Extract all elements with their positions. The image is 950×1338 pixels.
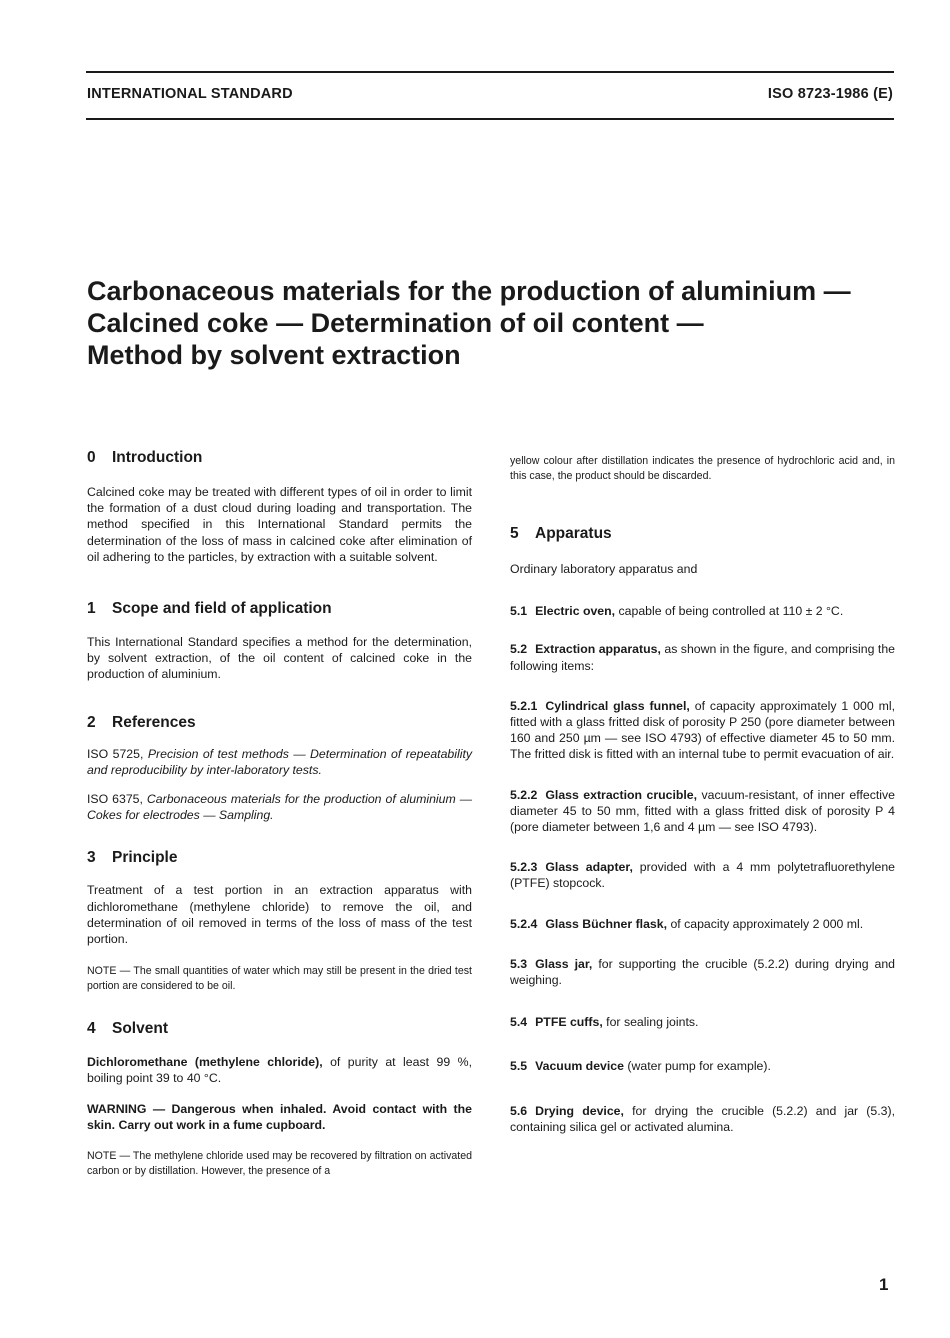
apparatus-item: 5.2.3 Glass adapter, provided with a 4 mm polytetrafluorethylene (PTFE) stopcock. <box>510 860 895 891</box>
title-line-3: Method by solvent extraction <box>87 340 461 370</box>
apparatus-item: 5.4 PTFE cuffs, for sealing joints. <box>510 1015 699 1030</box>
solvent-item: Dichloromethane (methylene chloride), of purity at least 99 %, boiling point 39 to 40 °C. <box>87 1055 472 1086</box>
section-4-heading: 4 Solvent <box>87 1020 168 1038</box>
title-line-1: Carbonaceous materials for the production of aluminium — <box>87 276 851 306</box>
apparatus-item: 5.1 Electric oven, capable of being controlled at 110 ± 2 °C. <box>510 604 844 619</box>
header-standard-type: INTERNATIONAL STANDARD <box>87 86 293 102</box>
section-3-text: Treatment of a test portion in an extraction apparatus with dichloromethane (methylene chloride) to remove the oil, and determination of oil removed in terms of the loss of mass of the test portion. <box>87 883 472 947</box>
apparatus-item: 5.2.4 Glass Büchner flask, of capacity approximately 2 000 ml. <box>510 916 864 931</box>
left-column <box>87 448 472 1178</box>
top-rule <box>86 71 894 73</box>
header-standard-number: ISO 8723-1986 (E) <box>767 86 893 102</box>
page-number: 1 <box>879 1275 889 1294</box>
section-1-heading: 1 Scope and field of application <box>87 600 332 618</box>
reference-1: ISO 5725, Precision of test methods — Determination of repeatability and reproducibility by inter-laboratory tests. <box>87 746 473 777</box>
section-2-heading: 2 References <box>87 713 196 731</box>
section-3-heading: 3 Principle <box>87 849 178 867</box>
title-line-2: Calcined coke — Determination of oil content — <box>87 308 704 338</box>
section-4-note-continued: yellow colour after distillation indicates the presence of hydrochloric acid and, in this case, the product should be discarded. <box>510 455 895 482</box>
apparatus-item: 5.2.2 Glass extraction crucible, vacuum-resistant, of inner effective diameter 45 to 50 mm, fitted with a glass fritted disk of porosity P 4 (pore diameter between 1,6 and 4 µm — see ISO 4793). <box>510 787 895 835</box>
section-4-note: NOTE — The methylene chloride used may be recovered by filtration on activated carbon or by distillation. However, the presence of a <box>87 1150 472 1177</box>
document-header <box>87 86 893 106</box>
section-0-heading: 0 Introduction <box>87 449 203 466</box>
warning-text: WARNING — Dangerous when inhaled. Avoid contact with the skin. Carry out work in a fume cupboard. <box>87 1101 472 1132</box>
section-5-heading: 5 Apparatus <box>510 525 612 542</box>
apparatus-item: 5.3 Glass jar, for supporting the crucible (5.2.2) during drying and weighing. <box>510 956 896 988</box>
apparatus-item: 5.6 Drying device, for drying the crucible (5.2.2) and jar (5.3), containing silica gel or activated alumina. <box>510 1103 895 1134</box>
section-0-text: Calcined coke may be treated with different types of oil in order to limit the formation of a dust cloud during loading and transportation. The method specified in this International Standard permits the determination of the loss of mass in calcined coke after elimination of oil adhering to the particles, by extraction with a suitable solvent. <box>87 485 472 564</box>
section-5-intro: Ordinary laboratory apparatus and <box>510 562 698 576</box>
right-column <box>510 454 895 1135</box>
section-1-text: This International Standard specifies a method for the determination, by solvent extraction, of the oil content of calcined coke in the production of aluminium. <box>87 635 472 682</box>
header-bottom-rule <box>86 118 894 120</box>
apparatus-item: 5.2.1 Cylindrical glass funnel, of capacity approximately 1 000 ml, fitted with a glass fritted disk of porosity P 250 (pore diameter between 160 and 250 µm — see ISO 4793) of effective diameter 45 to 50 mm. The fritted disk is fitted with an internal tube to permit evacuation of air. <box>510 698 896 762</box>
document-title <box>87 275 907 371</box>
apparatus-item: 5.5 Vacuum device (water pump for example). <box>510 1059 771 1074</box>
apparatus-item: 5.2 Extraction apparatus, as shown in the figure, and comprising the following items: <box>510 642 895 673</box>
section-3-note: NOTE — The small quantities of water which may still be present in the dried test portion are considered to be oil. <box>87 965 472 992</box>
reference-2: ISO 6375, Carbonaceous materials for the production of aluminium — Cokes for electrodes — Sampling. <box>87 792 473 823</box>
